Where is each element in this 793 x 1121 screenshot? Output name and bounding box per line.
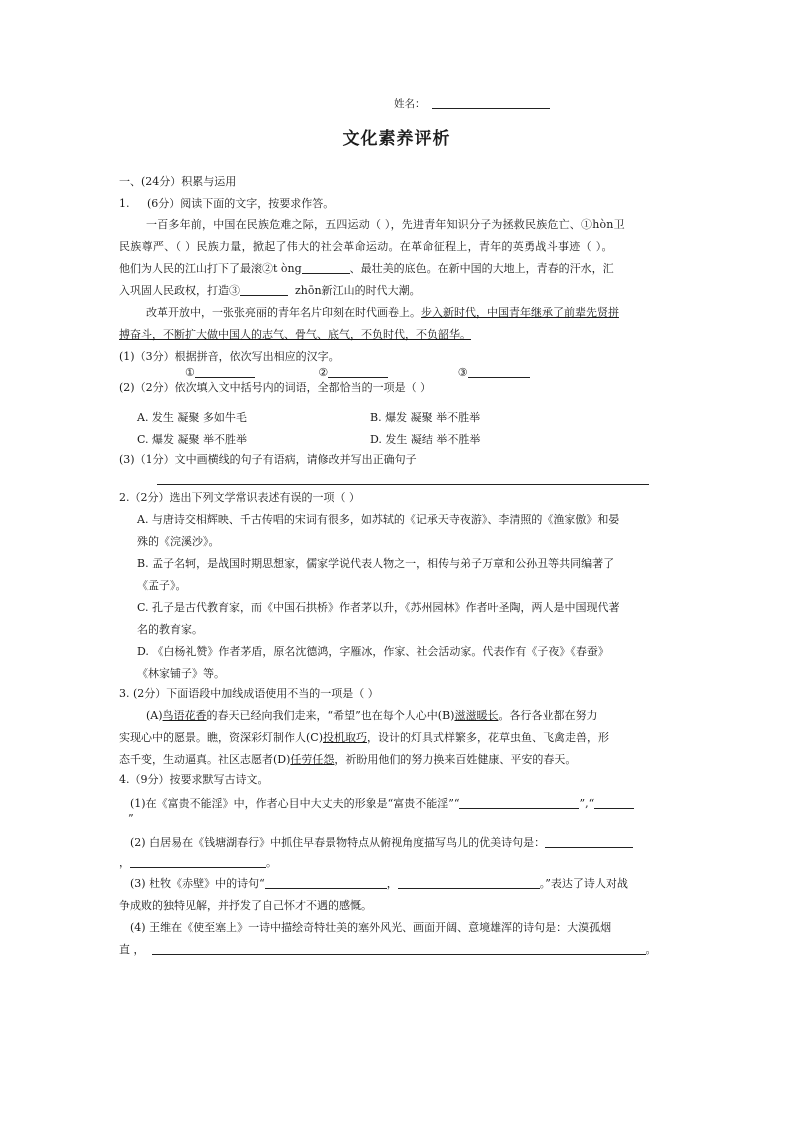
q4-stem: 4.（9分）按要求默写古诗文。 — [119, 773, 269, 786]
q1-sub1: (1)（3分）根据拼音，依次写出相应的汉字。 — [119, 350, 340, 363]
q4-s1-blank-2[interactable] — [594, 797, 634, 809]
q4-s2 — [130, 836, 633, 850]
q1-para1-line3 — [119, 262, 614, 276]
option-a[interactable]: A. 发生 凝聚 多如牛毛 — [137, 411, 247, 424]
q1-sub2: (2)（2分）依次填入文中括号内的词语，全都恰当的一项是（ ） — [119, 381, 432, 394]
q4-s4-blank[interactable] — [152, 943, 646, 955]
q1-sub3-answer-line[interactable] — [157, 484, 649, 485]
q3-line2 — [119, 731, 609, 745]
q4-s2-blank-1[interactable] — [545, 836, 633, 848]
mark-2: ② — [318, 366, 329, 379]
q1-para2-line1 — [146, 306, 619, 320]
q2-option-d-line2: 《林家铺子》等。 — [137, 667, 225, 680]
q2-option-c-line2: 名的教育家。 — [137, 623, 203, 636]
q1-stem-text: (6分）阅读下面的文字，按要求作答。 — [146, 197, 335, 210]
mark-3: ③ — [457, 366, 468, 379]
q4-s3-c: 。”表达了诗人对战 — [539, 877, 628, 890]
q3-idiom-c: 投机取巧 — [323, 731, 367, 744]
q4-s4-line2 — [119, 943, 657, 957]
q4-s2-c: 。 — [266, 856, 277, 869]
answer-blank-2[interactable] — [328, 366, 388, 378]
q3-idiom-a: 鸟语花香 — [162, 709, 207, 722]
q1-para1-line1: 一百多年前，中国在民族危难之际，五四运动（ ），先进青年知识分子为拯救民族危亡、①hòn卫 — [146, 218, 625, 231]
page-title: 文化素养评析 — [342, 129, 451, 149]
q2-option-c-line1[interactable]: C. 孔子是古代教育家，而《中国石拱桥》作者茅以升，《苏州园林》作者叶圣陶，两人是中国现代著 — [137, 601, 620, 614]
q1-para1-line4-a: 入巩固人民政权，打造③ — [119, 284, 240, 297]
q2-option-b-line1[interactable]: B. 孟子名轲，是战国时期思想家，儒家学说代表人物之一，相传与弟子万章和公孙丑等共同编著了 — [137, 557, 615, 570]
blank-3[interactable] — [240, 284, 288, 296]
section-heading: 一、(24分）积累与运用 — [119, 175, 237, 188]
q1-stem — [119, 197, 334, 211]
q4-s1-end: ” — [128, 812, 134, 825]
mark-1: ① — [185, 366, 195, 379]
q3-line1 — [146, 709, 597, 723]
q1-para2-line1-a: 改革开放中，一张张亮丽的青年名片印刻在时代画卷上。 — [146, 306, 421, 319]
q1-sub3: (3)（1分）文中画横线的句子有语病，请修改并写出正确句子 — [119, 453, 417, 466]
q1-para1-line3-b: 、最壮美的底色。在新中国的大地上，青春的汗水，汇 — [349, 262, 614, 275]
q1-faulty-sentence-b: 搏奋斗，不断扩大做中国人的志气、骨气、底气，不负时代，不负韶华。 — [119, 328, 471, 341]
q3-line1-e: 。各行各业都在努力 — [498, 709, 598, 722]
q2-option-a-line1[interactable]: A. 与唐诗交相辉映、千古传唱的宋词有很多，如苏轼的《记承天寺夜游》、李清照的《渔家傲》和晏 — [137, 513, 620, 526]
q4-s2-a: (2) 白居易在《钱塘湖春行》中抓住早春景物特点从俯视角度描写鸟儿的优美诗句是： — [130, 836, 546, 849]
q1-sub1-answers — [185, 366, 530, 380]
name-blank[interactable] — [432, 97, 550, 109]
q1-para1-line4-b: zhōn新江山的时代大潮。 — [295, 284, 421, 297]
q4-s4-c: 。 — [645, 943, 657, 956]
q2-option-d-line1[interactable]: D. 《白杨礼赞》作者茅盾，原名沈德鸿，字雁冰，作家、社会活动家。代表作有《子夜》《春蚕》 — [137, 645, 609, 658]
q4-s1 — [130, 797, 634, 811]
q4-s4-b: 直 ， — [119, 943, 145, 956]
q4-s4: (4) 王维在《使至塞上》一诗中描绘奇特壮美的塞外风光、画面开阔、意境雄浑的诗句是：大漠孤烟 — [130, 921, 612, 934]
q3-stem: 3. (2分）下面语段中加线成语使用不当的一项是（ ） — [119, 687, 379, 700]
q4-s3-a: (3) 杜牧《赤壁》中的诗句“ — [130, 877, 265, 890]
q4-s1-blank-1[interactable] — [459, 797, 579, 809]
q3-idiom-b: 滋滋暖长 — [454, 709, 499, 722]
q4-s2-b: ， — [119, 856, 130, 869]
q2-stem: 2.（2分）选出下列文学常识表述有误的一项（ ） — [119, 491, 360, 504]
q3-line3-a: 态千变，生动逼真。社区志愿者(D) — [119, 753, 291, 766]
q1-label: 1. — [119, 197, 130, 210]
q2-option-a-line2: 殊的《浣溪沙》。 — [137, 535, 220, 548]
option-c[interactable]: C. 爆发 凝聚 举不胜举 — [137, 433, 248, 446]
answer-blank-3[interactable] — [468, 366, 530, 378]
q4-s3-blank-1[interactable] — [265, 877, 387, 889]
option-b[interactable]: B. 爆发 凝聚 举不胜举 — [370, 411, 481, 424]
blank-2[interactable] — [302, 262, 350, 274]
q4-s3-blank-2[interactable] — [398, 877, 540, 889]
option-d[interactable]: D. 发生 凝结 举不胜举 — [370, 433, 481, 446]
q1-para1-line3-a: 他们为人民的江山打下了最滚②t òng — [119, 262, 302, 275]
name-row — [394, 96, 550, 111]
q3-line3 — [119, 753, 576, 767]
name-label: 姓名： — [394, 98, 426, 110]
q1-para1-line4 — [119, 284, 421, 298]
q3-line3-c: ，祈盼用他们的努力换来百姓健康、平安的春天。 — [334, 753, 577, 766]
q4-s3-line2: 争成败的独特见解，并抒发了自己怀才不遇的感慨。 — [119, 899, 372, 912]
q2-option-b-line2: 《孟子》。 — [137, 579, 187, 592]
q4-s1-b: ”,“ — [579, 797, 595, 810]
q1-faulty-sentence-a: 步入新时代，中国青年继承了前辈先贤拼 — [421, 306, 619, 319]
q3-mark-a: (A) — [146, 709, 163, 722]
q4-s1-a: (1)在《富贵不能淫》中，作者心目中大丈夫的形象是“富贵不能淫”“ — [130, 797, 460, 810]
q3-line2-a: 实现心中的愿景。瞧，资深彩灯制作人(C) — [119, 731, 323, 744]
q4-s2-blank-2[interactable] — [130, 856, 266, 868]
q4-s2-line2 — [119, 856, 277, 870]
q3-line1-c: 的春天已经向我们走来，“希望”也在每个人心中(B) — [206, 709, 455, 722]
q4-s3-b: ， — [386, 877, 398, 890]
answer-blank-1[interactable] — [195, 366, 255, 378]
q3-line2-c: ，设计的灯具式样繁多，花草虫鱼、飞禽走兽，形 — [367, 731, 609, 744]
q4-s3 — [130, 877, 628, 891]
q3-idiom-d: 任劳任怨 — [290, 753, 335, 766]
q1-para1-line2: 民族尊严、（ ）民族力量，掀起了伟大的社会革命运动。在革命征程上，青年的英勇战斗事迹（ ）。 — [119, 240, 613, 253]
